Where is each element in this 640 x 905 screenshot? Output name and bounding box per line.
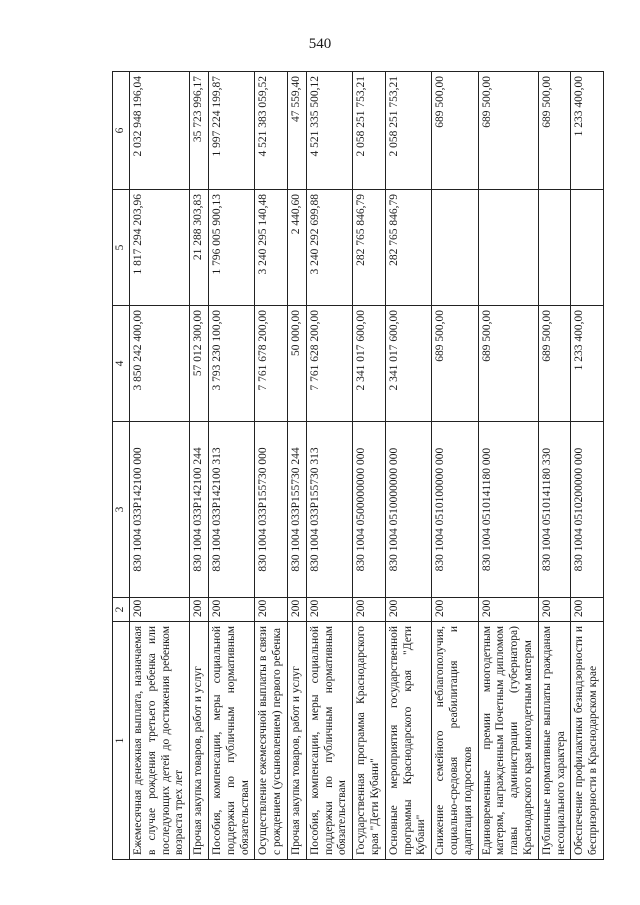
table-row — [538, 72, 571, 860]
row-code: 830 1004 0510100000 000 — [432, 422, 478, 598]
row-col6: 689 500,00 — [432, 72, 478, 190]
table-header — [113, 72, 130, 860]
row-col4: 3 850 242 400,00 — [130, 306, 190, 422]
row-name: Снижение семейного неблагополучия, социально-средовая реабилитация и адаптация подростков — [432, 622, 478, 860]
row-col5: 3 240 295 140,48 — [255, 190, 288, 306]
row-col6: 2 032 948 196,04 — [130, 72, 190, 190]
row-col5: 1 796 005 900,13 — [208, 190, 254, 306]
row-name: Публичные нормативные выплаты гражданам несоциального характера — [538, 622, 571, 860]
budget-table — [112, 71, 604, 860]
row-col6: 35 723 996,17 — [190, 72, 209, 190]
header-col-1: 1 — [113, 622, 130, 860]
row-code: 830 1004 0510000000 000 — [385, 422, 431, 598]
row-name: Пособия, компенсации, меры социальной поддержки по публичным нормативным обязательствам — [208, 622, 254, 860]
row-grbs: 200 — [353, 598, 386, 622]
row-code: 830 1004 033P155730 000 — [255, 422, 288, 598]
row-col5 — [478, 190, 538, 306]
row-col6: 2 058 251 753,21 — [353, 72, 386, 190]
row-code: 830 1004 0500000000 000 — [353, 422, 386, 598]
row-col6: 1 233 400,00 — [571, 72, 604, 190]
row-col4: 50 000,00 — [287, 306, 306, 422]
row-col4: 7 761 628 200,00 — [306, 306, 352, 422]
table-row — [287, 72, 306, 860]
row-name: Пособия, компенсации, меры социальной поддержки по публичным нормативным обязательствам — [306, 622, 352, 860]
row-col4: 2 341 017 600,00 — [353, 306, 386, 422]
row-grbs: 200 — [385, 598, 431, 622]
row-col5: 282 765 846,79 — [353, 190, 386, 306]
row-grbs: 200 — [538, 598, 571, 622]
row-col5: 282 765 846,79 — [385, 190, 431, 306]
row-col5: 2 440,60 — [287, 190, 306, 306]
row-col6: 4 521 383 059,52 — [255, 72, 288, 190]
row-code: 830 1004 0510141180 000 — [478, 422, 538, 598]
row-grbs: 200 — [571, 598, 604, 622]
table-row — [353, 72, 386, 860]
table-row — [385, 72, 431, 860]
table-row — [255, 72, 288, 860]
table-row — [478, 72, 538, 860]
row-col4: 689 500,00 — [478, 306, 538, 422]
table-row — [306, 72, 352, 860]
row-name: Осуществление ежемесячной выплаты в связи с рождением (усыновлением) первого ребенка — [255, 622, 288, 860]
row-name: Государственная программа Краснодарского края "Дети Кубани" — [353, 622, 386, 860]
row-col4: 7 761 678 200,00 — [255, 306, 288, 422]
header-col-5: 5 — [113, 190, 130, 306]
row-col4: 2 341 017 600,00 — [385, 306, 431, 422]
row-col6: 2 058 251 753,21 — [385, 72, 431, 190]
row-grbs: 200 — [208, 598, 254, 622]
row-name: Единовременные премии многодетным матерям, награжденным Почетным дипломом главы администрации (губернатора) Краснодарского края многодетным матерям — [478, 622, 538, 860]
table-row — [130, 72, 190, 860]
row-col5: 3 240 292 699,88 — [306, 190, 352, 306]
row-col5 — [538, 190, 571, 306]
row-grbs: 200 — [255, 598, 288, 622]
page-number: 540 — [308, 36, 332, 52]
header-col-6: 6 — [113, 72, 130, 190]
table-row — [571, 72, 604, 860]
row-col6: 4 521 335 500,12 — [306, 72, 352, 190]
row-col5: 1 817 294 203,96 — [130, 190, 190, 306]
row-col5 — [571, 190, 604, 306]
header-col-2: 2 — [113, 598, 130, 622]
row-grbs: 200 — [190, 598, 209, 622]
row-col6: 689 500,00 — [478, 72, 538, 190]
table-row — [432, 72, 478, 860]
table-frame — [112, 72, 604, 860]
row-col6: 689 500,00 — [538, 72, 571, 190]
row-grbs: 200 — [306, 598, 352, 622]
row-name: Обеспечение профилактики безнадзорности и беспризорности в Краснодарском крае — [571, 622, 604, 860]
header-col-4: 4 — [113, 306, 130, 422]
table-row — [208, 72, 254, 860]
table-row — [190, 72, 209, 860]
row-name: Прочая закупка товаров, работ и услуг — [190, 622, 209, 860]
row-col4: 1 233 400,00 — [571, 306, 604, 422]
row-grbs: 200 — [432, 598, 478, 622]
row-code: 830 1004 0510200000 000 — [571, 422, 604, 598]
row-name: Основные мероприятия государственной программы Краснодарского края "Дети Кубани" — [385, 622, 431, 860]
row-col4: 3 793 230 100,00 — [208, 306, 254, 422]
row-code: 830 1004 033P155730 313 — [306, 422, 352, 598]
row-col6: 1 997 224 199,87 — [208, 72, 254, 190]
row-code: 830 1004 0510141180 330 — [538, 422, 571, 598]
row-grbs: 200 — [130, 598, 190, 622]
row-col5 — [432, 190, 478, 306]
row-code: 830 1004 033P142100 244 — [190, 422, 209, 598]
row-grbs: 200 — [287, 598, 306, 622]
row-code: 830 1004 033P142100 000 — [130, 422, 190, 598]
header-col-3: 3 — [113, 422, 130, 598]
row-name: Ежемесячная денежная выплата, назначаемая в случае рождения третьего ребенка или последующих детей до достижения ребенком возраста трех лет — [130, 622, 190, 860]
row-grbs: 200 — [478, 598, 538, 622]
row-name: Прочая закупка товаров, работ и услуг — [287, 622, 306, 860]
row-col5: 21 288 303,83 — [190, 190, 209, 306]
row-code: 830 1004 033P142100 313 — [208, 422, 254, 598]
row-col4: 57 012 300,00 — [190, 306, 209, 422]
row-col4: 689 500,00 — [538, 306, 571, 422]
row-code: 830 1004 033P155730 244 — [287, 422, 306, 598]
row-col4: 689 500,00 — [432, 306, 478, 422]
row-col6: 47 559,40 — [287, 72, 306, 190]
